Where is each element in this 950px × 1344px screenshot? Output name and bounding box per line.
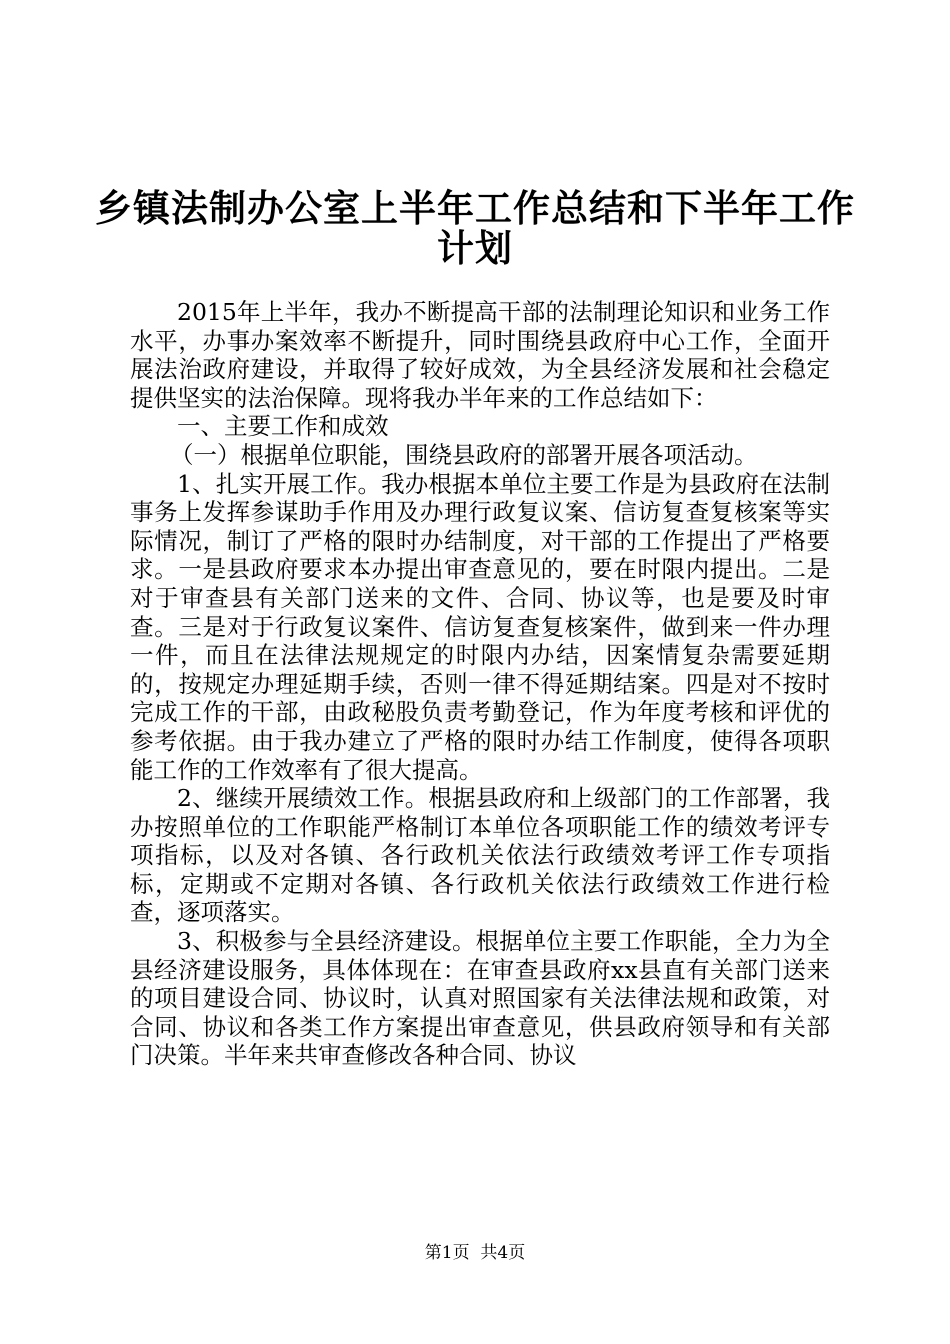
- paragraph-item-1: 1、扎实开展工作。我办根据本单位主要工作是为县政府在法制事务上发挥参谋助手作用及办理行政复议案、信访复查复核案等实际情况，制订了严格的限时办结制度，对干部的工作提出了严格要求。一是县政府要求本办提出审查意见的，要在时限内提出。二是对于审查县有关部门送来的文件、合同、协议等，也是要及时审查。三是对于行政复议案件、信访复查复核案件，做到来一件办理一件，而且在法律法规规定的时限内办结，因案情复杂需要延期的，按规定办理延期手续，否则一律不得延期结案。四是对不按时完成工作的干部，由政秘股负责考勤登记，作为年度考核和评优的参考依据。由于我办建立了严格的限时办结工作制度，使得各项职能工作的工作效率有了很大提高。: [130, 469, 830, 784]
- document-title-line-2: [0, 228, 950, 268]
- subheading-activities: （一）根据单位职能，围绕县政府的部署开展各项活动。: [170, 440, 758, 469]
- paragraph-item-3: 3、积极参与全县经济建设。根据单位主要工作职能，全力为全县经济建设服务，具体体现在：在审查县政府xx县直有关部门送来的项目建设合同、协议时，认真对照国家有关法律法规和政策，对合同、协议和各类工作方案提出审查意见，供县政府领导和有关部门决策。半年来共审查修改各种合同、协议: [130, 927, 830, 1070]
- heading-main-work: 一、主要工作和成效: [177, 412, 389, 441]
- page-footer: 第1页 共4页: [424, 1243, 526, 1263]
- document-title-line-1: 乡镇法制办公室上半年工作总结和下半年工作: [95, 186, 855, 230]
- paragraph-item-2: 2、继续开展绩效工作。根据县政府和上级部门的工作部署，我办按照单位的工作职能严格制订本单位各项职能工作的绩效考评专项指标，以及对各镇、各行政机关依法行政绩效考评工作专项指标，定期或不定期对各镇、各行政机关依法行政绩效工作进行检查，逐项落实。: [130, 784, 830, 927]
- document-title-text-2: 计划: [437, 226, 513, 270]
- document-body: [130, 298, 830, 1070]
- paragraph-intro: 2015年上半年，我办不断提高干部的法制理论知识和业务工作水平，办事办案效率不断提升，同时围绕县政府中心工作，全面开展法治政府建设，并取得了较好成效，为全县经济发展和社会稳定提供坚实的法治保障。现将我办半年来的工作总结如下：: [130, 298, 830, 412]
